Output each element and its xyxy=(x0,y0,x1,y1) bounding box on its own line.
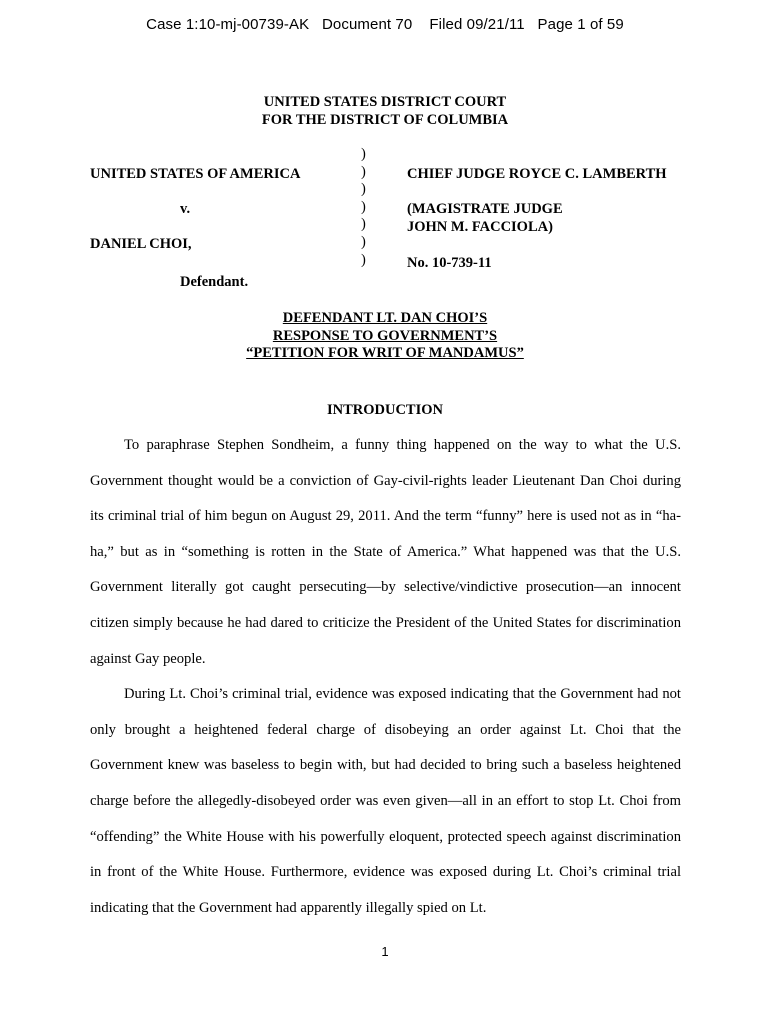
caption-paren: ) xyxy=(361,251,366,268)
caption-paren: ) xyxy=(361,163,366,180)
body-paragraph: During Lt. Choi’s criminal trial, evidence was exposed indicating that the Government had not only brought a heightened federal charge of disobeying an order against Lt. Choi that the Government knew was baseless to begin with, but had decided to bring such a baseless heightened charge before the allegedly-disobeyed order was even given—all in an effort to stop Lt. Choi from “offending” the White House with his powerfully eloquent, protected speech against discrimination in front of the White House. Furthermore, evidence was exposed during Lt. Choi’s criminal trial indicating that the Government had apparently illegally spied on Lt. xyxy=(90,686,681,916)
caption-plaintiff: UNITED STATES OF AMERICA xyxy=(90,166,301,182)
caption-defendant-label: Defendant. xyxy=(180,274,249,290)
caption-paren: ) xyxy=(361,216,366,233)
caption-paren: ) xyxy=(361,233,366,250)
caption-defendant-name: DANIEL CHOI, xyxy=(90,236,192,252)
caption-case-number: No. 10-739-11 xyxy=(407,255,492,271)
caption-paren: ) xyxy=(361,181,366,198)
caption-magistrate-line1: (MAGISTRATE JUDGE xyxy=(407,201,563,217)
document-title-line2: RESPONSE TO GOVERNMENT’S xyxy=(272,327,498,344)
body-paragraph: To paraphrase Stephen Sondheim, a funny thing happened on the way to what the U.S. Government thought would be a conviction of Gay-civil-rights leader Lieutenant Dan Choi during its criminal trial of him begun on August 29, 2011. And the term “funny” here is used not as in “ha-ha,” but as in “something is rotten in the State of America.” What happened was that the U.S. Government literally got caught persecuting—by selective/vindictive prosecution—an innocent citizen simply because he had dared to criticize the President of the United States for discrimination against Gay people. xyxy=(90,437,681,667)
caption-judge: CHIEF JUDGE ROYCE C. LAMBERTH xyxy=(407,166,667,182)
caption-magistrate-line2: JOHN M. FACCIOLA) xyxy=(407,219,553,235)
caption-paren: ) xyxy=(361,198,366,215)
caption-paren: ) xyxy=(361,146,366,162)
court-name-line2: FOR THE DISTRICT OF COLUMBIA xyxy=(261,112,509,128)
case-header-stamp: Case 1:10-mj-00739-AK Document 70 Filed 09/21/11 Page 1 of 59 xyxy=(146,16,624,33)
caption-versus: v. xyxy=(180,201,191,217)
document-title-line3: “PETITION FOR WRIT OF MANDAMUS” xyxy=(246,345,524,361)
document-title xyxy=(0,310,770,363)
body-text xyxy=(90,428,681,926)
caption-paren-column xyxy=(361,146,366,269)
document-title-line1: DEFENDANT LT. DAN CHOI’S xyxy=(282,310,488,326)
section-heading: INTRODUCTION xyxy=(326,402,443,418)
court-name-line1: UNITED STATES DISTRICT COURT xyxy=(263,94,507,110)
page-number: 1 xyxy=(381,944,389,959)
